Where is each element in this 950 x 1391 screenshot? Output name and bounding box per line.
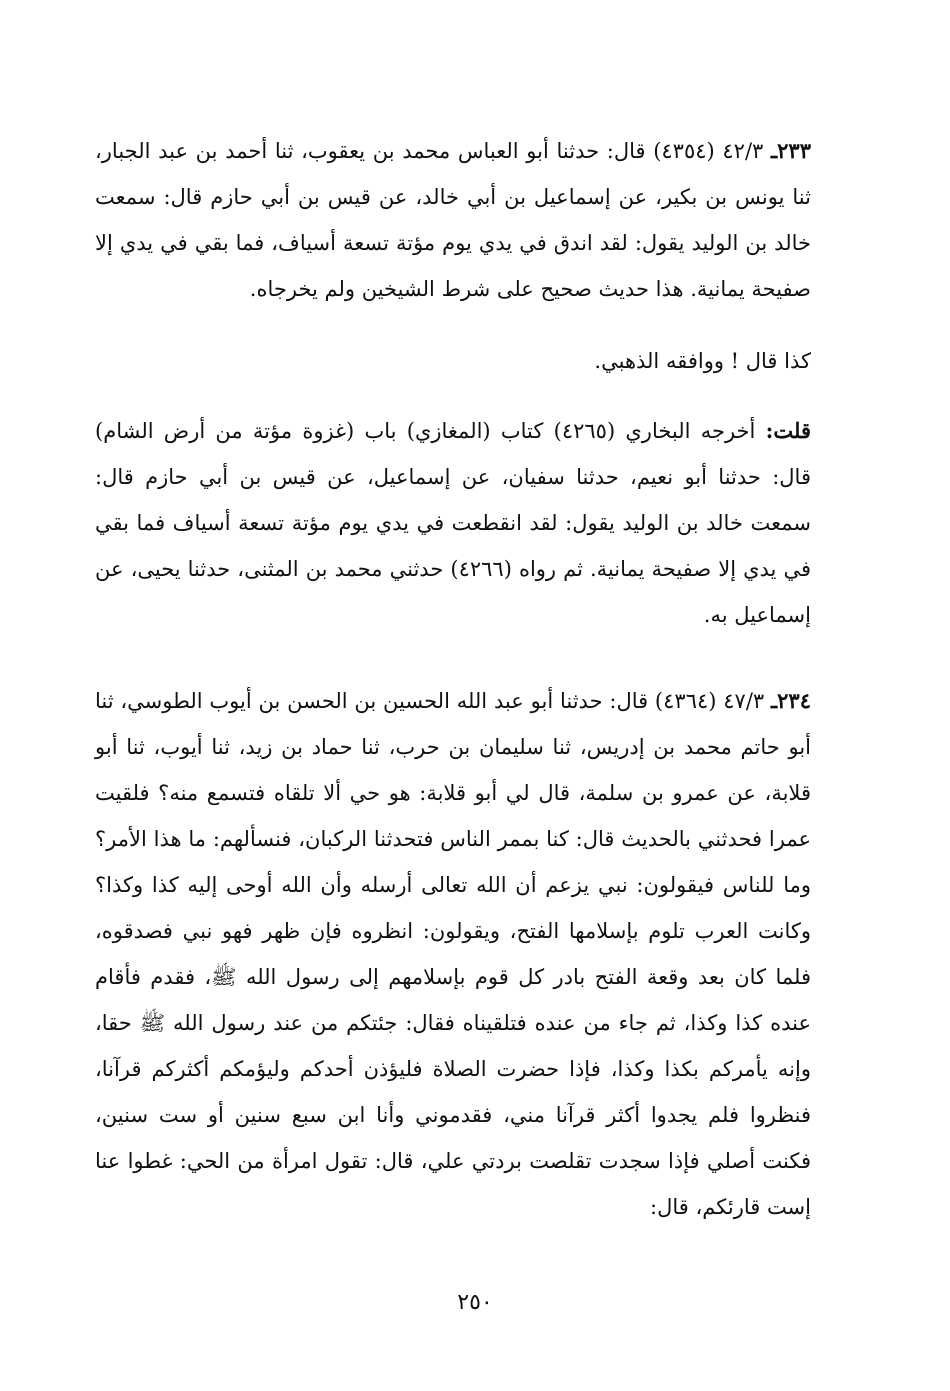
hadith-234: [95, 678, 811, 1230]
page-body: [95, 128, 811, 1230]
hadith-text: ٤٧/٣ (٤٣٦٤) قال: حدثنا أبو عبد الله الحسين بن الحسن بن أيوب الطوسي، ثنا أبو حاتم محمد بن إدريس، ثنا سليمان بن حرب، ثنا حماد بن زيد، ثنا أيوب، ثنا أبو قلابة، عن عمرو بن سلمة، قال لي أبو قلابة: هو حي ألا تلقاه فتسمع منه؟ فلقيت عمرا فحدثني بالحديث قال: كنا بممر الناس فتحدثنا الركبان، فنسألهم: ما هذا الأمر؟ وما للناس فيقولون: نبي يزعم أن الله تعالى أرسله وأن الله أوحى إليه كذا وكذا؟ وكانت العرب تلوم بإسلامها الفتح، ويقولون: انظروه فإن ظهر فهو نبي فصدقوه، فلما كان بعد وقعة الفتح بادر كل قوم بإسلامهم إلى رسول الله ﷺ، فقدم فأقام عنده كذا وكذا، ثم جاء من عنده فتلقيناه فقال: جئتكم من عند رسول الله ﷺ حقا، وإنه يأمركم بكذا وكذا، فإذا حضرت الصلاة فليؤذن أحدكم وليؤمكم أكثركم قرآنا، فنظروا فلم يجدوا أكثر قرآنا مني، فقدموني وأنا ابن سبع سنين أو ست سنين، فكنت أصلي فإذا سجدت تقلصت بردتي علي، قال: تقول امرأة من الحي: غطوا عنا إست قارئكم، قال:: [95, 689, 811, 1219]
commentary-paragraph: [95, 408, 811, 638]
commentary-label: قلت:: [765, 418, 811, 443]
hadith-note: كذا قال ! ووافقه الذهبي.: [594, 349, 811, 373]
hadith-text: ٤٢/٣ (٤٣٥٤) قال: حدثنا أبو العباس محمد بن يعقوب، ثنا أحمد بن عبد الجبار، ثنا يونس بن بكير، عن إسماعيل بن أبي خالد، عن قيس بن أبي حازم قال: سمعت خالد بن الوليد يقول: لقد اندق في يدي يوم مؤتة تسعة أسياف، فما بقي في يدي إلا صفيحة يمانية. هذا حديث صحيح على شرط الشيخين ولم يخرجاه.: [95, 139, 811, 301]
commentary-text: أخرجه البخاري (٤٢٦٥) كتاب (المغازي) باب (غزوة مؤتة من أرض الشام) قال: حدثنا أبو نعيم، حدثنا سفيان، عن إسماعيل، عن قيس بن أبي حازم قال: سمعت خالد بن الوليد يقول: لقد انقطعت في يدي يوم مؤتة تسعة أسياف فما بقي في يدي إلا صفيحة يمانية. ثم رواه (٤٢٦٦) حدثني محمد بن المثنى، حدثنا يحيى، عن إسماعيل به.: [95, 419, 812, 627]
hadith-233: [95, 128, 811, 312]
hadith-number: ٢٣٤ـ: [771, 688, 811, 713]
page-number: ٢٥٠: [457, 1290, 493, 1315]
hadith-number: ٢٣٣ـ: [771, 138, 811, 163]
